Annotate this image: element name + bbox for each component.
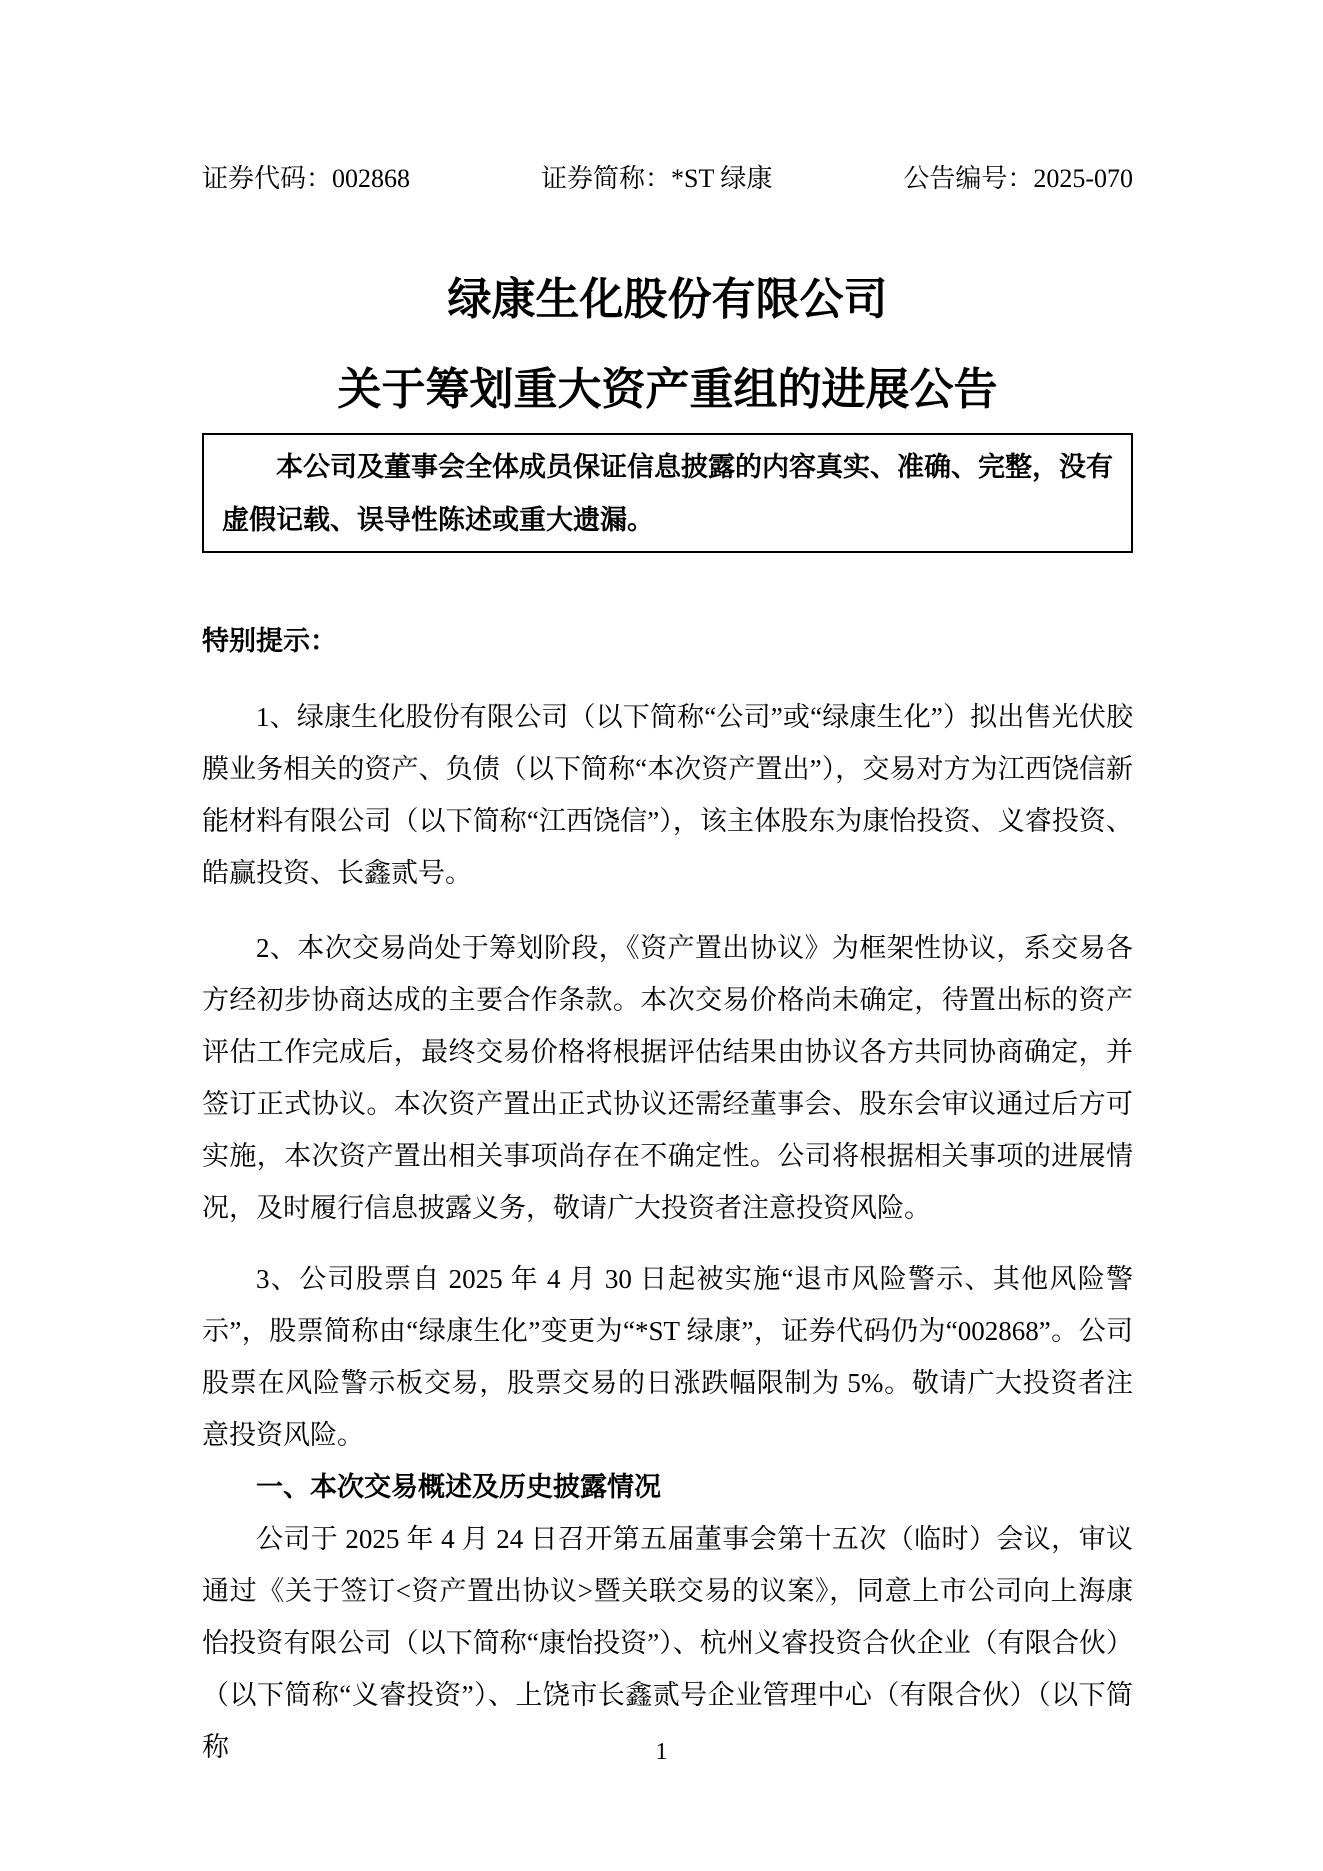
doc-header <box>202 162 1133 196</box>
stock-abbr-text: 证券简称：*ST 绿康 <box>540 164 773 193</box>
announcement-title: 关于筹划重大资产重组的进展公告 <box>337 365 998 414</box>
page-number: 1 <box>655 1739 668 1765</box>
special-notice-item-3: 3、公司股票自 2025 年 4 月 30 日起被实施“退市风险警示、其他风险警示”，股票简称由“绿康生化”变更为“*ST 绿康”，证券代码仍为“002868”。公司股票在风险警示板交易，股票交易的日涨跌幅限制为 5%。敬请广大投资者注意投资风险。 <box>202 1264 1133 1450</box>
special-notice-item-2: 2、本次交易尚处于筹划阶段，《资产置出协议》为框架性协议，系交易各方经初步协商达成的主要合作条款。本次交易价格尚未确定，待置出标的资产评估工作完成后，最终交易价格将根据评估结果由协议各方共同协商确定，并签订正式协议。本次资产置出正式协议还需经董事会、股东会审议通过后方可实施，本次资产置出相关事项尚存在不确定性。公司将根据相关事项的进展情况，及时履行信息披露义务，敬请广大投资者注意投资风险。 <box>202 933 1133 1223</box>
announcement-no-text: 公告编号：2025-070 <box>903 164 1133 193</box>
disclaimer-box <box>202 433 1133 553</box>
special-notice-heading: 特别提示： <box>202 626 337 656</box>
section-1-heading: 一、本次交易概述及历史披露情况 <box>256 1472 661 1502</box>
disclaimer-text: 本公司及董事会全体成员保证信息披露的内容真实、准确、完整，没有虚假记载、误导性陈述或重大遗漏。 <box>222 452 1113 535</box>
company-title: 绿康生化股份有限公司 <box>447 275 888 324</box>
stock-code-text: 证券代码：002868 <box>202 164 411 193</box>
section-1-paragraph: 公司于 2025 年 4 月 24 日召开第五届董事会第十五次（临时）会议，审议通过《关于签订<资产置出协议>暨关联交易的议案》，同意上市公司向上海康怡投资有限公司（以下简称“康怡投资”）、杭州义睿投资合伙企业（有限合伙）（以下简称“义睿投资”）、上饶市长鑫贰号企业管理中心（有限合伙）（以下简称 <box>202 1524 1133 1762</box>
special-notice-item-1: 1、绿康生化股份有限公司（以下简称“公司”或“绿康生化”）拟出售光伏胶膜业务相关的资产、负债（以下简称“本次资产置出”），交易对方为江西饶信新能材料有限公司（以下简称“江西饶信”），该主体股东为康怡投资、义睿投资、皓赢投资、长鑫贰号。 <box>202 702 1133 888</box>
